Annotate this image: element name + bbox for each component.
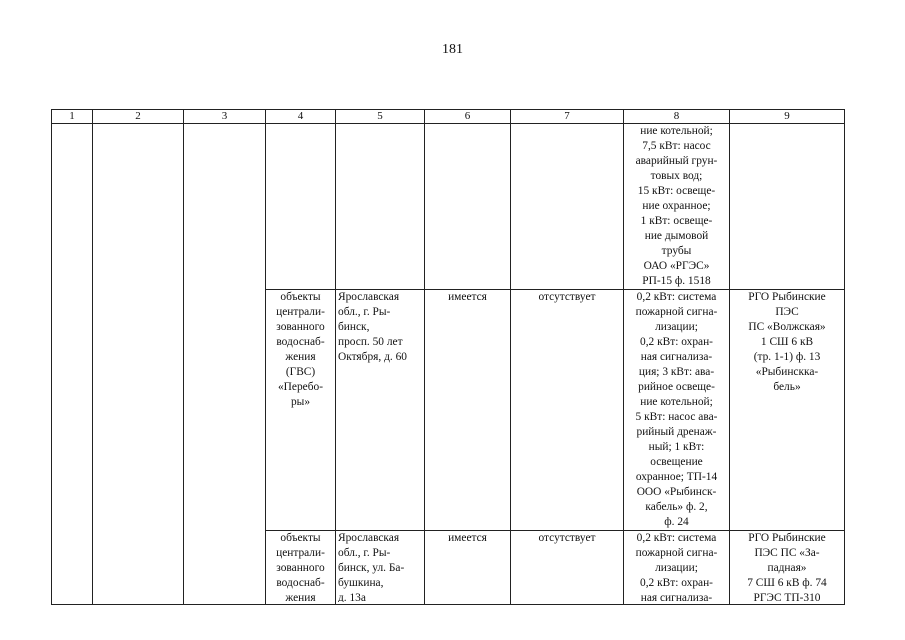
table-cell-col6 [425,124,511,290]
data-table [51,109,845,605]
table-cell-object [266,531,336,605]
cell-text: 0,2 кВт: система пожарной сигна- лизации; 0,2 кВт: охран- ная сигнализа- [635,532,718,602]
table-cell-supply [730,124,845,290]
column-number: 8 [624,110,730,124]
table-cell-col2 [93,124,184,605]
table-cell-supply [730,531,845,605]
column-number: 7 [511,110,624,124]
cell-text: отсутствует [538,532,596,544]
column-number: 4 [266,110,336,124]
cell-text: РГО Рыбинские ПЭС ПС «За- падная» 7 СШ 6 кВ ф. 74 РГЭС ТП-310 [747,532,827,602]
table-cell-col3 [184,124,266,605]
column-number: 5 [336,110,425,124]
table-cell-col7 [511,531,624,605]
table-cell-col7: отсутствует [511,290,624,531]
page-number: 181 [442,42,463,57]
table-cell-address [336,124,425,290]
table-cell-power: 0,2 кВт: система пожарной сигна- лизации; 0,2 кВт: охран- ная сигнализа- ция; 3 кВт: ава- рийное освеще- ние котельной; 5 кВт: насос ава- рийный дренаж- ный; 1 кВт: освещение охранное; ТП-14 ООО «Рыбинск- кабель» ф. 2, ф. 24 [624,290,730,531]
table-cell-power [624,531,730,605]
cell-text: Ярославская обл., г. Ры- бинск, ул. Ба- бушкина, д. 13а [338,532,405,602]
table-cell-object [266,124,336,290]
table-cell-col1 [52,124,93,605]
column-number: 6 [425,110,511,124]
table-row [52,124,845,290]
column-number: 3 [184,110,266,124]
table-cell-object: объекты централи- зованного водоснаб- жения (ГВС) «Перебо- ры» [266,290,336,531]
column-number: 2 [93,110,184,124]
table-cell-power: ние котельной; 7,5 кВт: насос аварийный грун- товых вод; 15 кВт: освеще- ние охранное; 1 кВт: освеще- ние дымовой трубы ОАО «РГЭС» РП-15 ф. 1518 [624,124,730,290]
table-cell-col6: имеется [425,290,511,531]
cell-text: имеется [448,532,487,544]
column-number-row [52,110,845,124]
table-cell-address [336,531,425,605]
table-cell-col7 [511,124,624,290]
table-cell-col6 [425,531,511,605]
column-number: 9 [730,110,845,124]
cell-text: объекты централи- зованного водоснаб- жения [276,532,325,602]
table-cell-address: Ярославская обл., г. Ры- бинск, просп. 50 лет Октября, д. 60 [336,290,425,531]
table-cell-supply: РГО Рыбинские ПЭС ПС «Волжская» 1 СШ 6 кВ (тр. 1-1) ф. 13 «Рыбинскка- бель» [730,290,845,531]
column-number: 1 [52,110,93,124]
